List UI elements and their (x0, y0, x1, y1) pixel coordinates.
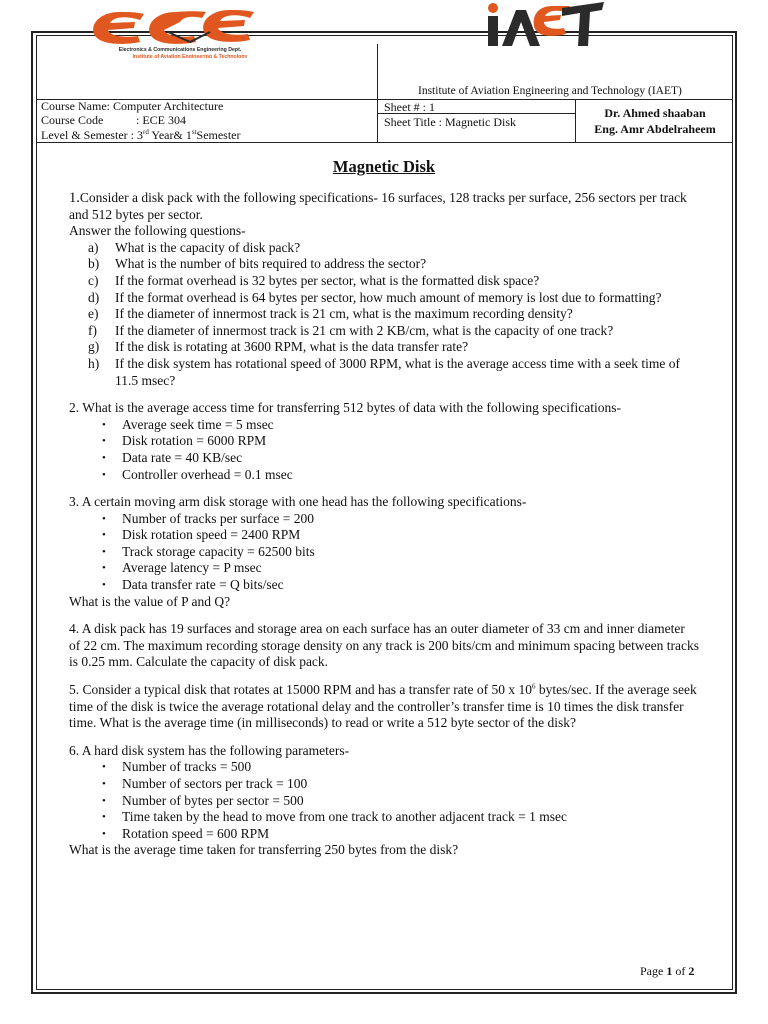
level-semester: Level & Semester : 3rd Year& 1stSemester (41, 128, 241, 142)
sheet-number: Sheet # : 1 (384, 100, 435, 114)
iaet-logo (442, 0, 622, 50)
question-6-list (69, 759, 699, 842)
list-item: • Number of tracks = 500 (69, 759, 699, 776)
list-item: • Number of tracks per surface = 200 (69, 511, 699, 528)
course-code-label: Course Code (41, 113, 104, 127)
question-3: 3. A certain moving arm disk storage with one head has the following specifications- (69, 494, 527, 510)
question-5: 5. Consider a typical disk that rotates at 15000 RPM and has a transfer rate of 50 x $10^6$ bytes/sec. If the average seek time of the disk is twice the average rotational delay and the controller’s transfer time is 10 times the disk transfer time. What is the average time (in milliseconds) to read or write a 512 byte sector of the disk? (69, 682, 697, 731)
list-item: • Rotation speed = 600 RPM (69, 826, 699, 843)
list-item: f) If the diameter of innermost track is 21 cm with 2 KB/cm, what is the capacity of one track? (88, 322, 614, 338)
sheet-title: Sheet Title : Magnetic Disk (384, 115, 516, 129)
institute-name: Institute of Aviation Engineering and Technology (IAET) (418, 85, 682, 97)
question-1-list (69, 240, 699, 389)
list-item: b) What is the number of bits required to address the sector? (88, 256, 427, 272)
list-item: • Time taken by the head to move from one track to another adjacent track = 1 msec (69, 809, 699, 826)
question-2: 2. What is the average access time for transferring 512 bytes of data with the following specifications- (69, 400, 621, 416)
question-3-list (69, 511, 699, 594)
document-title: Magnetic Disk (332, 157, 436, 176)
instructor-2: Eng. Amr Abdelraheem (594, 122, 716, 136)
header-divider (36, 142, 733, 143)
list-item: d) If the format overhead is 64 bytes per sector, how much amount of memory is lost due to formatting? (88, 289, 662, 305)
question-2-list (69, 417, 699, 483)
ece-logo (80, 2, 280, 58)
course-name: Course Name: Computer Architecture (41, 99, 224, 113)
list-item: • Average seek time = 5 msec (69, 417, 699, 434)
list-item: g) If the disk is rotating at 3600 RPM, what is the data transfer rate? (88, 339, 469, 355)
list-item: • Disk rotation speed = 2400 RPM (69, 527, 699, 544)
page-number: Page 1 of 2 (640, 964, 695, 978)
list-item: • Data rate = 40 KB/sec (69, 450, 699, 467)
question-1: 1.Consider a disk pack with the following specifications- 16 surfaces, 128 tracks per surface, 256 sectors per track and 512 bytes per sector. (69, 190, 687, 222)
course-code-value: : ECE 304 (136, 113, 186, 127)
instructors (576, 105, 734, 137)
list-item: • Disk rotation = 6000 RPM (69, 433, 699, 450)
ece-logo-text: Electronics & Communications Engineering Dept. (118, 47, 242, 53)
list-item: • Track storage capacity = 62500 bits (69, 544, 699, 561)
list-item: • Data transfer rate = Q bits/sec (69, 577, 699, 594)
list-item: h) If the disk system has rotational speed of 3000 RPM, what is the average access time with a seek time of 11.5 msec? (88, 355, 680, 388)
list-item: a) What is the capacity of disk pack? (88, 239, 301, 255)
list-item: • Number of bytes per sector = 500 (69, 793, 699, 810)
question-6-ask: What is the average time taken for transferring 250 bytes from the disk? (69, 842, 459, 858)
ece-logo-subtext: Institute of Aviation Engineering & Technology (132, 54, 248, 58)
sheet-content (69, 190, 699, 859)
question-4: 4. A disk pack has 19 surfaces and storage area on each surface has an outer diameter of 33 cm and inner diameter of 22 cm. The maximum recording storage density on any track is 200 bits/cm and minimum spacing between tracks is 0.25 mm. Calculate the capacity of disk pack. (69, 621, 699, 670)
question-1-intro: Answer the following questions- (69, 223, 246, 239)
list-item: • Controller overhead = 0.1 msec (69, 467, 699, 484)
question-3-ask: What is the value of P and Q? (69, 593, 231, 609)
question-6: 6. A hard disk system has the following parameters- (69, 742, 350, 758)
instructor-1: Dr. Ahmed shaaban (604, 106, 706, 120)
list-item: c) If the format overhead is 32 bytes per sector, what is the formatted disk space? (88, 272, 540, 288)
header-divider (377, 44, 378, 142)
list-item: • Number of sectors per track = 100 (69, 776, 699, 793)
list-item: • Average latency = P msec (69, 560, 699, 577)
iaet-logo-text: IAET (442, 0, 445, 1)
list-item: e) If the diameter of innermost track is 21 cm, what is the maximum recording density? (88, 306, 573, 322)
